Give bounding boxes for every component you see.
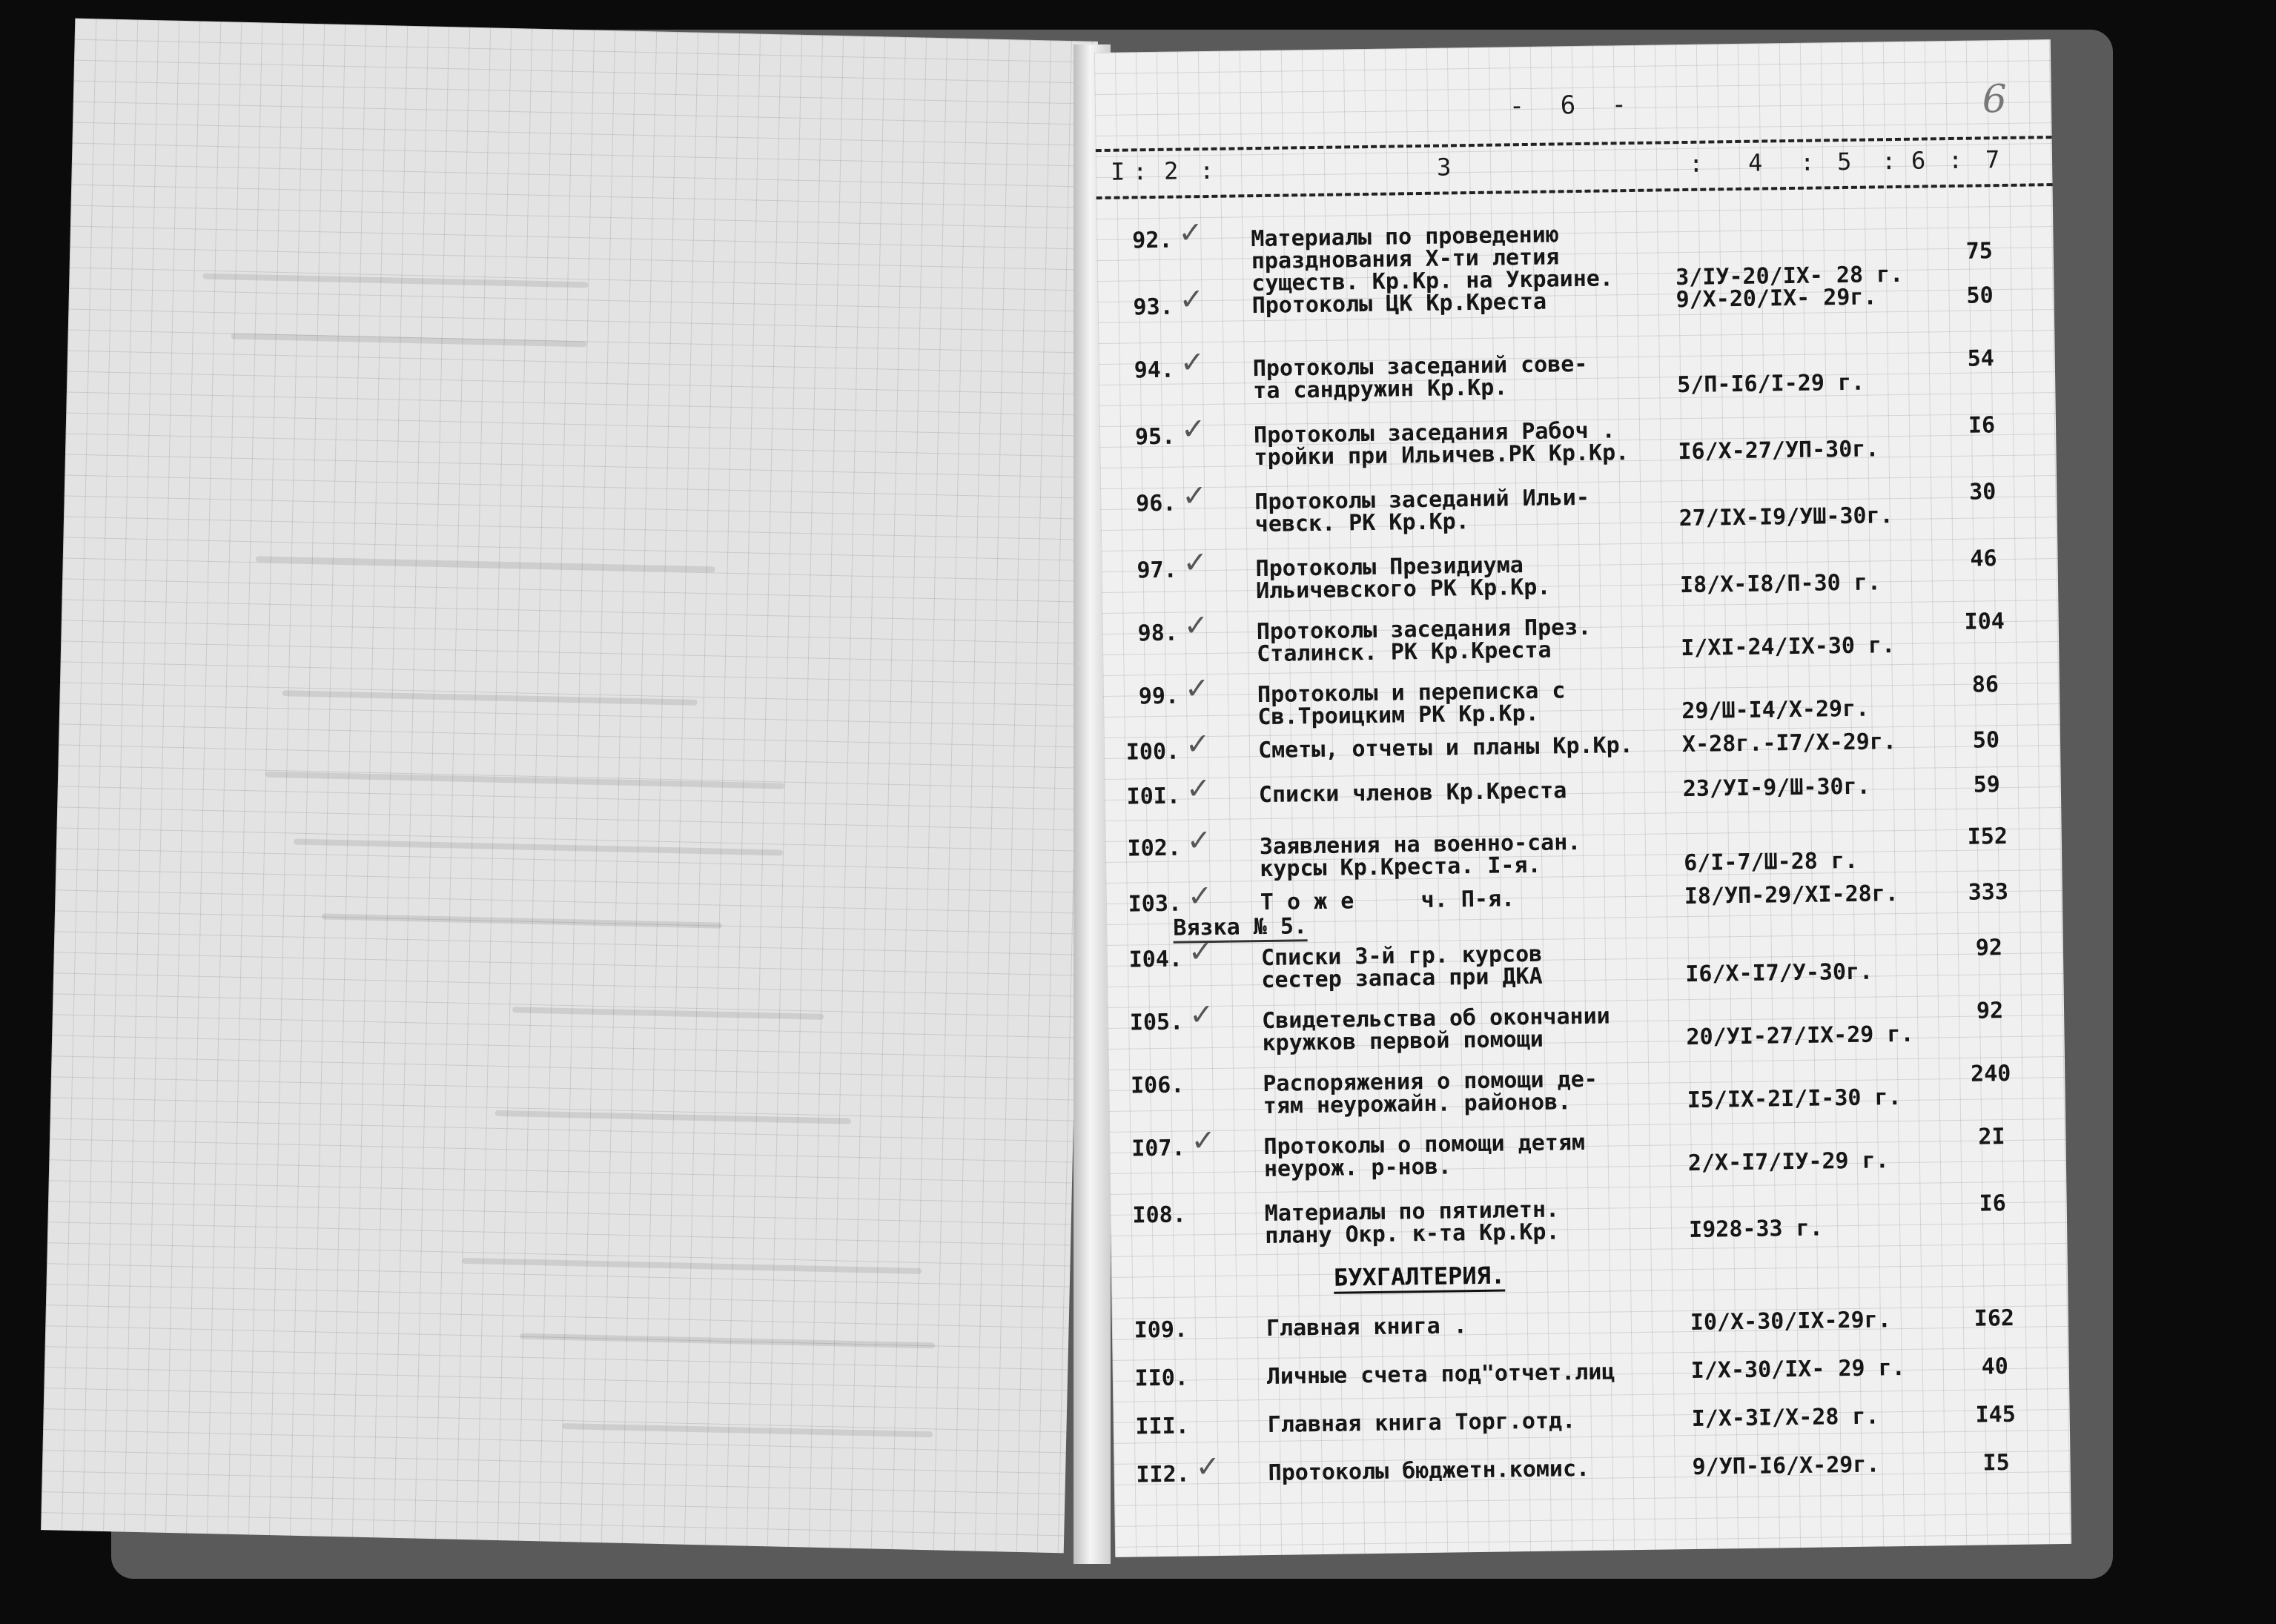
entry-number: I06. <box>1130 1072 1185 1099</box>
entry-number: 93. <box>1133 294 1174 321</box>
checkmark-icon: ✓ <box>1182 546 1208 580</box>
list-item <box>1102 609 2059 668</box>
entry-dates: I8/X-I8/П-30 г. <box>1679 569 1882 599</box>
entry-number: II0. <box>1134 1365 1189 1392</box>
entry-title <box>1258 778 1674 809</box>
entry-number: 94. <box>1134 357 1175 384</box>
entry-sheet-count: I45 <box>1975 1401 2017 1428</box>
list-item <box>1112 1305 2068 1344</box>
checkmark-icon: ✓ <box>1188 997 1214 1033</box>
entry-dates: 6/I-7/Ш-28 г. <box>1683 847 1859 877</box>
entry-title <box>1263 1067 1678 1118</box>
entry-sheet-count: I52 <box>1967 823 2008 850</box>
entry-number: I00. <box>1125 738 1180 766</box>
entry-sheet-count: I6 <box>1968 412 1996 439</box>
entry-title-line: Св.Троицким РК Кр.Кр. <box>1257 700 1539 731</box>
column-number: 2 <box>1163 156 1179 185</box>
entry-sheet-count: 240 <box>1970 1060 2011 1087</box>
entry-title <box>1254 419 1670 469</box>
entry-sheet-count: 50 <box>1966 282 1994 309</box>
entry-sheet-count: 333 <box>1968 879 2009 906</box>
entry-title-line: Ильичевского РК Кр.Кр. <box>1255 574 1551 605</box>
entry-title-line: Списки 3-й гр. курсов <box>1260 941 1543 972</box>
entry-dates: 5/П-I6/I-29 г. <box>1676 369 1865 399</box>
entry-title-line: Протоколы заседаний сове- <box>1252 351 1588 382</box>
entry-title-line: неурож. р-нов. <box>1263 1153 1452 1183</box>
entry-sheet-count: I62 <box>1974 1305 2015 1332</box>
checkmark-icon: ✓ <box>1183 609 1209 643</box>
entry-title-line: Протоколы ЦК Кр.Креста <box>1251 288 1547 319</box>
list-item <box>1108 1060 2065 1120</box>
column-number: 3 <box>1436 153 1452 182</box>
entry-dates: X-28г.-I7/X-29г. <box>1681 729 1897 758</box>
entry-dates: I/XI-24/IX-30 г. <box>1680 632 1896 662</box>
entry-number: I05. <box>1129 1009 1184 1036</box>
entry-sheet-count: I5 <box>1982 1450 2010 1476</box>
entry-title-line: чевск. РК Кр.Кр. <box>1254 508 1470 538</box>
entry-title-line: плану Окр. к-та Кр.Кр. <box>1264 1219 1560 1250</box>
entry-title-line: Сметы, отчеты и планы Кр.Кр. <box>1257 732 1633 764</box>
entry-title <box>1257 615 1673 666</box>
list-item <box>1099 345 2055 405</box>
entry-sheet-count: 2I <box>1978 1124 2005 1150</box>
entry-title-line: тройки при Ильичев.РК Кр.Кр. <box>1254 440 1630 471</box>
entry-title-line: Материалы по пятилетн. <box>1264 1196 1560 1227</box>
entry-dates: 3/IУ-20/IX- 28 г. <box>1675 261 1904 291</box>
entry-number: 98. <box>1137 620 1179 647</box>
list-item <box>1114 1449 2070 1488</box>
list-item <box>1101 546 2057 605</box>
entry-sheet-count: 30 <box>1968 479 1997 506</box>
entry-title-line: Протоколы заседания През. <box>1256 614 1592 646</box>
entry-number: I09. <box>1134 1316 1188 1344</box>
list-item <box>1113 1353 2069 1392</box>
entry-number: II2. <box>1136 1461 1190 1488</box>
entry-dates: I/X-30/IX- 29 г. <box>1690 1355 1906 1385</box>
list-item <box>1109 1123 2065 1183</box>
entry-title-line: та сандружин Кр.Кр. <box>1253 374 1508 405</box>
entry-title <box>1260 830 1675 881</box>
entry-title-line: Распоряжения о помощи де- <box>1263 1066 1598 1098</box>
page-number: - 6 - <box>1509 89 1638 122</box>
entry-title <box>1260 886 1675 914</box>
list-item <box>1114 1401 2070 1440</box>
entry-title-line: существ. Кр.Кр. на Украине. <box>1251 265 1614 297</box>
checkmark-icon: ✓ <box>1186 823 1212 858</box>
entry-title-line: сестер запаса при ДКА <box>1261 963 1543 994</box>
checkmark-icon: ✓ <box>1187 878 1213 914</box>
list-item <box>1111 1190 2067 1250</box>
checkmark-icon: ✓ <box>1188 934 1214 970</box>
entry-title-line: Протоколы заседания Рабоч . <box>1253 417 1615 449</box>
entry-number: I08. <box>1132 1202 1187 1229</box>
checkmark-icon: ✓ <box>1185 772 1211 806</box>
entry-sheet-count: 54 <box>1967 345 1995 372</box>
entry-dates: I8/УП-29/XI-28г. <box>1684 881 1899 910</box>
entry-title-line: Протоколы и переписка с <box>1257 677 1566 709</box>
checkmark-icon: ✓ <box>1191 1123 1217 1159</box>
entry-title-line: Заявления на военно-сан. <box>1259 829 1581 861</box>
entry-title-line: тям неурожайн. районов. <box>1263 1089 1572 1120</box>
right-page <box>1094 39 2071 1557</box>
entry-sheet-count: 50 <box>1972 727 2000 754</box>
list-item <box>1105 823 2062 883</box>
entry-title <box>1263 1130 1679 1181</box>
entry-title <box>1264 1196 1681 1250</box>
entry-dates: 27/IX-I9/УШ-30г. <box>1678 503 1893 532</box>
checkmark-icon: ✓ <box>1179 282 1205 317</box>
entry-number: I07. <box>1131 1135 1185 1162</box>
entry-title-line: Личные счета под"отчет.лиц <box>1266 1359 1615 1391</box>
entry-title-line: Главная книга Торг.отд. <box>1267 1408 1576 1439</box>
entry-title <box>1251 289 1667 317</box>
list-item <box>1106 878 2062 918</box>
entry-sheet-count: 92 <box>1975 935 2003 961</box>
entry-title <box>1257 678 1673 729</box>
entry-number: 92. <box>1132 227 1173 254</box>
entry-title-line: Списки членов Кр.Креста <box>1258 778 1567 809</box>
entry-dates: I6/X-27/УП-30г. <box>1678 436 1879 465</box>
entry-dates: I5/IX-2I/I-30 г. <box>1687 1084 1902 1114</box>
entry-sheet-count: 75 <box>1965 238 1994 265</box>
entry-dates: 20/УI-27/IX-29 г. <box>1686 1021 1914 1051</box>
entry-title-line: Сталинск. РК Кр.Креста <box>1256 637 1552 668</box>
entry-number: 97. <box>1137 557 1177 584</box>
entry-title <box>1268 1456 1683 1485</box>
entry-title-line: Главная книга . <box>1266 1313 1468 1342</box>
checkmark-icon: ✓ <box>1177 216 1204 251</box>
entry-title-line: Т о ж е ч. П-я. <box>1260 886 1515 916</box>
entry-title-line: Протоколы бюджетн.комис. <box>1268 1455 1590 1487</box>
entry-sheet-count: 40 <box>1981 1353 2009 1380</box>
entry-title <box>1267 1408 1683 1439</box>
entry-sheet-count: I04 <box>1964 609 2005 635</box>
column-number: 4 <box>1747 148 1763 177</box>
entry-title <box>1252 351 1669 405</box>
left-page <box>41 19 1098 1554</box>
entry-number: I04. <box>1128 946 1183 973</box>
list-item <box>1103 672 2060 731</box>
entry-sheet-count: 92 <box>1976 998 2004 1024</box>
entry-number: I03. <box>1128 890 1182 918</box>
entry-title <box>1258 734 1673 762</box>
column-number: I <box>1110 157 1125 186</box>
entry-title-line: Протоколы о помощи детям <box>1263 1130 1586 1161</box>
entry-dates: 29/Ш-I4/X-29г. <box>1681 695 1870 725</box>
entry-title-line: Материалы по проведению <box>1251 222 1560 253</box>
entry-title <box>1266 1312 1681 1340</box>
entry-title <box>1266 1359 1682 1391</box>
checkmark-icon: ✓ <box>1180 412 1206 447</box>
entry-dates: I928-33 г. <box>1688 1215 1823 1244</box>
list-item <box>1104 727 2060 766</box>
entry-title-line: Протоколы Президиума <box>1255 552 1524 583</box>
entry-dates: I6/X-I7/У-30г. <box>1685 958 1873 988</box>
entry-dates: 9/УП-I6/X-29г. <box>1692 1451 1880 1481</box>
entry-number: I0I. <box>1126 783 1181 810</box>
entry-sheet-count: 46 <box>1970 546 1997 572</box>
entry-title-line: кружков первой помощи <box>1262 1026 1544 1057</box>
entry-dates: I/X-3I/X-28 г. <box>1691 1403 1879 1433</box>
checkmark-icon: ✓ <box>1180 345 1205 380</box>
entry-title <box>1251 222 1667 295</box>
entry-number: 99. <box>1138 683 1180 710</box>
column-number: 6 <box>1911 146 1926 175</box>
entry-sheet-count: 86 <box>1971 672 1999 698</box>
list-item <box>1100 479 2057 538</box>
entry-title-line: Свидетельства об окончании <box>1261 1003 1610 1035</box>
entry-title <box>1254 485 1670 536</box>
list-item <box>1108 997 2064 1057</box>
column-header-row: I : 2 : 3 : 4 : 5 : 6 : 7 <box>1096 136 2053 199</box>
bundle-label: Вязка № 5. <box>1173 913 1307 944</box>
checkmark-icon: ✓ <box>1185 727 1211 762</box>
entry-dates: 23/УI-9/Ш-30г. <box>1682 773 1870 803</box>
entry-number: 96. <box>1135 490 1177 517</box>
checkmark-icon: ✓ <box>1184 672 1210 706</box>
entry-title-line: празднования X-ти летия <box>1251 244 1560 275</box>
column-number: 5 <box>1836 147 1852 176</box>
entry-number: I02. <box>1127 835 1182 862</box>
entry-dates: 2/X-I7/IУ-29 г. <box>1687 1147 1890 1177</box>
entry-sheet-count: I6 <box>1979 1190 2006 1217</box>
entry-number: 95. <box>1134 423 1176 451</box>
entry-number: III. <box>1135 1413 1190 1440</box>
column-number: 7 <box>1985 145 2000 174</box>
entry-title <box>1255 552 1671 603</box>
list-item <box>1105 772 2061 810</box>
folio-number: 6 <box>1982 76 2008 122</box>
entry-title-line: Протоколы заседаний Ильи- <box>1254 484 1590 516</box>
entry-title <box>1262 1004 1678 1055</box>
section-heading: БУХГАЛТЕРИЯ. <box>1334 1262 1506 1294</box>
checkmark-icon: ✓ <box>1181 479 1208 514</box>
entry-dates: 9/X-20/IX- 29г. <box>1675 284 1877 314</box>
entry-dates: I0/X-30/IX-29г. <box>1690 1307 1892 1336</box>
list-item <box>1099 412 2056 471</box>
entry-sheet-count: 59 <box>1973 772 2001 798</box>
entry-title-line: курсы Кр.Креста. I-я. <box>1260 852 1541 883</box>
entry-title <box>1261 941 1677 992</box>
checkmark-icon: ✓ <box>1195 1449 1221 1485</box>
